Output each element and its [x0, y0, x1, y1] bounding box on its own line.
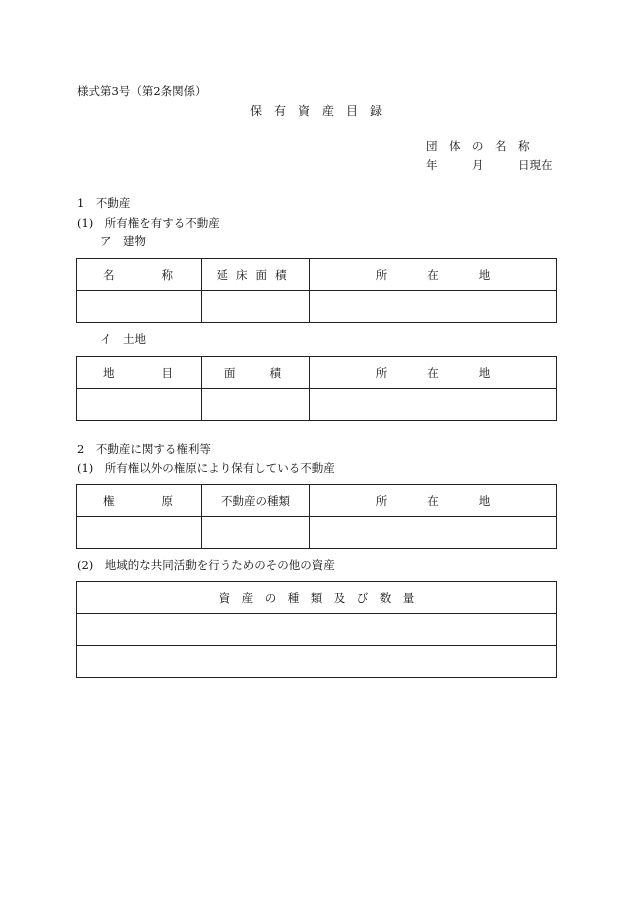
land-heading: イ 土地 [100, 332, 146, 346]
cell-land-category[interactable] [77, 389, 202, 421]
section1-heading: 1 不動産 [77, 196, 131, 210]
cell-asset-row-1[interactable] [77, 614, 557, 646]
header-location: 所 在 地 [310, 357, 557, 389]
header-floor-area: 延床面積 [202, 259, 310, 291]
header-location: 所 在 地 [310, 485, 557, 517]
section2-sub2: (2) 地域的な共同活動を行うためのその他の資産 [77, 558, 335, 572]
buildings-heading: ア 建物 [100, 234, 146, 248]
land-table [76, 356, 557, 421]
page-title: 保 有 資 産 目 録 [250, 104, 383, 118]
cell-asset-row-2[interactable] [77, 646, 557, 678]
cell-name[interactable] [77, 291, 202, 323]
header-title: 権 原 [77, 485, 202, 517]
header-property-type: 不動産の種類 [202, 485, 310, 517]
header-asset-types: 資 産 の 種 類 及 び 数 量 [77, 582, 557, 614]
section2-sub1: (1) 所有権以外の権原により保有している不動産 [77, 461, 335, 475]
section1-sub1: (1) 所有権を有する不動産 [77, 216, 220, 230]
header-land-category: 地 目 [77, 357, 202, 389]
cell-title[interactable] [77, 517, 202, 549]
cell-area[interactable] [202, 389, 310, 421]
date-label: 年 月 日現在 [426, 158, 553, 172]
rights-table [76, 484, 557, 549]
form-number: 様式第3号（第2条関係） [77, 84, 207, 98]
cell-floor-area[interactable] [202, 291, 310, 323]
buildings-table [76, 258, 557, 323]
other-assets-table [76, 581, 557, 678]
cell-location[interactable] [310, 291, 557, 323]
section2-heading: 2 不動産に関する権利等 [77, 442, 211, 456]
header-area: 面 積 [202, 357, 310, 389]
header-location: 所 在 地 [310, 259, 557, 291]
header-name: 名 称 [77, 259, 202, 291]
cell-property-type[interactable] [202, 517, 310, 549]
organization-name-label: 団 体 の 名 称 [426, 139, 530, 153]
cell-location[interactable] [310, 389, 557, 421]
cell-location[interactable] [310, 517, 557, 549]
